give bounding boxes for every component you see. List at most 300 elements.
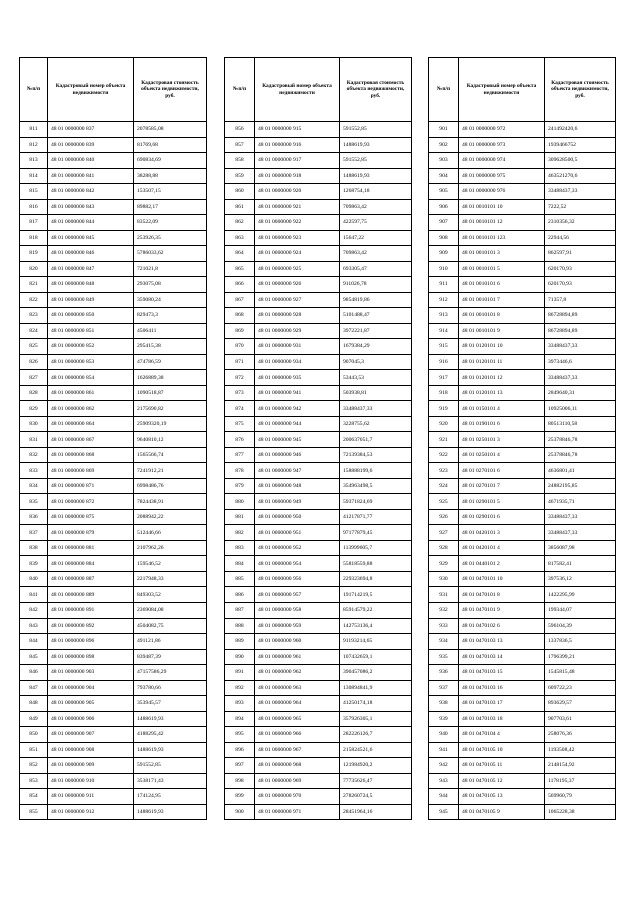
cadastral-cost: 3972221,87 bbox=[340, 323, 412, 339]
table-row bbox=[225, 199, 412, 215]
table-row bbox=[225, 494, 412, 510]
cadastral-cost: 89882,17 bbox=[134, 199, 207, 215]
cadastral-number: 48 01 0000000 869 bbox=[48, 463, 134, 479]
table-row bbox=[20, 137, 207, 153]
cadastral-number: 48 01 0000000 912 bbox=[48, 804, 134, 820]
table-row bbox=[20, 323, 207, 339]
table-row bbox=[225, 385, 412, 401]
table-row bbox=[20, 556, 207, 572]
row-number: 869 bbox=[225, 323, 255, 339]
row-number: 831 bbox=[20, 432, 48, 448]
row-number: 910 bbox=[429, 261, 459, 277]
cadastral-number: 48 01 0290101 6 bbox=[459, 509, 545, 525]
cadastral-cost: 911026,78 bbox=[340, 277, 412, 293]
table-row bbox=[225, 711, 412, 727]
cadastral-cost: 3538171,43 bbox=[134, 773, 207, 789]
row-number: 912 bbox=[429, 292, 459, 308]
table-row bbox=[429, 385, 616, 401]
cadastral-cost: 9854819,86 bbox=[340, 292, 412, 308]
cadastral-cost: 4671935,71 bbox=[545, 494, 616, 510]
cadastral-number: 48 01 0000000 868 bbox=[48, 447, 134, 463]
row-number: 917 bbox=[429, 370, 459, 386]
cadastral-cost: 83522,09 bbox=[134, 215, 207, 231]
cadastral-cost: 142753136,4 bbox=[340, 618, 412, 634]
header-cadastral-number: Кадастровый номер объекта недвижимости bbox=[459, 58, 545, 122]
cadastral-number: 48 01 0000000 962 bbox=[255, 665, 340, 681]
row-number: 824 bbox=[20, 323, 48, 339]
table-row bbox=[20, 509, 207, 525]
cadastral-cost: 215824521,6 bbox=[340, 742, 412, 758]
cadastral-number: 48 01 0010101 3 bbox=[459, 246, 545, 262]
row-number: 890 bbox=[225, 649, 255, 665]
table-row bbox=[429, 416, 616, 432]
table-header-row bbox=[20, 58, 207, 122]
cadastral-cost: 77735626,47 bbox=[340, 773, 412, 789]
table-row bbox=[429, 323, 616, 339]
table-row bbox=[20, 199, 207, 215]
cadastral-number: 48 01 0250101 3 bbox=[459, 432, 545, 448]
table-row bbox=[429, 571, 616, 587]
row-number: 930 bbox=[429, 571, 459, 587]
row-number: 849 bbox=[20, 711, 48, 727]
cadastral-cost: 6998486,76 bbox=[134, 478, 207, 494]
table-row bbox=[20, 649, 207, 665]
row-number: 879 bbox=[225, 478, 255, 494]
row-number: 864 bbox=[225, 246, 255, 262]
table-row bbox=[225, 540, 412, 556]
table-row bbox=[20, 571, 207, 587]
row-number: 822 bbox=[20, 292, 48, 308]
table-row bbox=[225, 618, 412, 634]
cadastral-cost: 709863,42 bbox=[340, 246, 412, 262]
cadastral-number: 48 01 0000000 957 bbox=[255, 587, 340, 603]
table-row bbox=[225, 184, 412, 200]
cadastral-cost: 2849640,31 bbox=[545, 385, 616, 401]
table-row bbox=[429, 556, 616, 572]
cadastral-cost: 1626889,38 bbox=[134, 370, 207, 386]
cadastral-number: 48 01 0000000 896 bbox=[48, 634, 134, 650]
cadastral-number: 48 01 0000000 926 bbox=[255, 277, 340, 293]
cadastral-number: 48 01 0000000 911 bbox=[48, 789, 134, 805]
cadastral-cost: 41250174,18 bbox=[340, 696, 412, 712]
cadastral-number: 48 01 0000000 925 bbox=[255, 261, 340, 277]
row-number: 907 bbox=[429, 215, 459, 231]
table-row bbox=[225, 634, 412, 650]
cadastral-number: 48 01 0000000 852 bbox=[48, 339, 134, 355]
cadastral-number: 48 01 0010101 9 bbox=[459, 323, 545, 339]
row-number: 876 bbox=[225, 432, 255, 448]
cadastral-cost: 91193214,65 bbox=[340, 634, 412, 650]
table-row bbox=[429, 370, 616, 386]
table-row bbox=[429, 696, 616, 712]
header-cadastral-number: Кадастровый номер объекта недвижимости bbox=[255, 58, 340, 122]
cadastral-cost: 1565566,74 bbox=[134, 447, 207, 463]
cadastral-cost: 53443,53 bbox=[340, 370, 412, 386]
cadastral-number: 48 01 0000000 948 bbox=[255, 478, 340, 494]
cadastral-number: 48 01 0120101 10 bbox=[459, 339, 545, 355]
cadastral-number: 48 01 0000000 871 bbox=[48, 478, 134, 494]
cadastral-number: 48 01 0000000 971 bbox=[255, 804, 340, 820]
table-row bbox=[225, 339, 412, 355]
table-row bbox=[225, 478, 412, 494]
table-row bbox=[429, 804, 616, 820]
cadastral-cost: 86728894,89 bbox=[545, 308, 616, 324]
row-number: 889 bbox=[225, 634, 255, 650]
cadastral-number: 48 01 0000000 840 bbox=[48, 153, 134, 169]
cadastral-cost: 15647,22 bbox=[340, 230, 412, 246]
cadastral-number: 48 01 0000000 864 bbox=[48, 416, 134, 432]
row-number: 932 bbox=[429, 602, 459, 618]
cadastral-cost: 1178195,37 bbox=[545, 773, 616, 789]
cadastral-number: 48 01 0000000 891 bbox=[48, 602, 134, 618]
cadastral-cost: 81769,68 bbox=[134, 137, 207, 153]
cadastral-number: 48 01 0000000 950 bbox=[255, 509, 340, 525]
table-row bbox=[225, 447, 412, 463]
row-number: 875 bbox=[225, 416, 255, 432]
cadastral-number: 48 01 0470105 9 bbox=[459, 804, 545, 820]
table-row bbox=[429, 789, 616, 805]
cadastral-number: 48 01 0010101 6 bbox=[459, 277, 545, 293]
table-row bbox=[20, 665, 207, 681]
table-row bbox=[225, 215, 412, 231]
row-number: 908 bbox=[429, 230, 459, 246]
cadastral-cost: 839487,39 bbox=[134, 649, 207, 665]
cadastral-cost: 353945,57 bbox=[134, 696, 207, 712]
cadastral-cost: 503938,81 bbox=[340, 385, 412, 401]
cadastral-number: 48 01 0000000 867 bbox=[48, 432, 134, 448]
cadastral-cost: 354963498,5 bbox=[340, 478, 412, 494]
cadastral-cost: 1488619,93 bbox=[134, 804, 207, 820]
cadastral-number: 48 01 0000000 923 bbox=[255, 230, 340, 246]
table-row bbox=[20, 261, 207, 277]
row-number: 816 bbox=[20, 199, 48, 215]
row-number: 818 bbox=[20, 230, 48, 246]
cadastral-number: 48 01 0000000 967 bbox=[255, 742, 340, 758]
row-number: 914 bbox=[429, 323, 459, 339]
cadastral-cost: 85914579,22 bbox=[340, 602, 412, 618]
table-row bbox=[20, 711, 207, 727]
row-number: 827 bbox=[20, 370, 48, 386]
cadastral-number: 48 01 0000000 966 bbox=[255, 727, 340, 743]
cadastral-cost: 10925006,11 bbox=[545, 401, 616, 417]
cadastral-number: 48 01 0000000 892 bbox=[48, 618, 134, 634]
row-number: 870 bbox=[225, 339, 255, 355]
row-number: 940 bbox=[429, 727, 459, 743]
row-number: 904 bbox=[429, 168, 459, 184]
table-row bbox=[20, 602, 207, 618]
row-number: 843 bbox=[20, 618, 48, 634]
cadastral-cost: 153507,15 bbox=[134, 184, 207, 200]
table-row bbox=[20, 385, 207, 401]
cadastral-number: 48 01 0000000 973 bbox=[459, 137, 545, 153]
table-row bbox=[20, 525, 207, 541]
row-number: 854 bbox=[20, 789, 48, 805]
cadastral-number: 48 01 0000000 969 bbox=[255, 773, 340, 789]
cadastral-cost: 121984920,2 bbox=[340, 758, 412, 774]
row-number: 842 bbox=[20, 602, 48, 618]
cadastral-cost: 1268754,18 bbox=[340, 184, 412, 200]
cadastral-cost: 25378846,78 bbox=[545, 432, 616, 448]
row-number: 893 bbox=[225, 696, 255, 712]
row-number: 814 bbox=[20, 168, 48, 184]
table-row bbox=[20, 292, 207, 308]
table-header-row bbox=[225, 58, 412, 122]
cadastral-cost: 5101488,47 bbox=[340, 308, 412, 324]
cadastral-number: 48 01 0000000 853 bbox=[48, 354, 134, 370]
cadastral-number: 48 01 0000000 904 bbox=[48, 680, 134, 696]
row-number: 887 bbox=[225, 602, 255, 618]
row-number: 865 bbox=[225, 261, 255, 277]
row-number: 848 bbox=[20, 696, 48, 712]
row-number: 828 bbox=[20, 385, 48, 401]
row-number: 857 bbox=[225, 137, 255, 153]
table-row bbox=[225, 354, 412, 370]
cadastral-cost: 1090518,87 bbox=[134, 385, 207, 401]
table-row bbox=[20, 680, 207, 696]
row-number: 906 bbox=[429, 199, 459, 215]
row-number: 899 bbox=[225, 789, 255, 805]
row-number: 883 bbox=[225, 540, 255, 556]
cadastral-cost: 97177879,45 bbox=[340, 525, 412, 541]
table-row bbox=[429, 525, 616, 541]
row-number: 812 bbox=[20, 137, 48, 153]
row-number: 923 bbox=[429, 463, 459, 479]
row-number: 926 bbox=[429, 509, 459, 525]
cadastral-number: 48 01 0000000 847 bbox=[48, 261, 134, 277]
table-row bbox=[20, 432, 207, 448]
table-row bbox=[429, 711, 616, 727]
row-number: 873 bbox=[225, 385, 255, 401]
cadastral-cost: 620170,93 bbox=[545, 261, 616, 277]
cadastral-number: 48 01 0000000 906 bbox=[48, 711, 134, 727]
table-row bbox=[225, 432, 412, 448]
cadastral-cost: 71357,8 bbox=[545, 292, 616, 308]
row-number: 939 bbox=[429, 711, 459, 727]
cadastral-cost: 278260724,5 bbox=[340, 789, 412, 805]
row-number: 815 bbox=[20, 184, 48, 200]
table-row bbox=[429, 494, 616, 510]
row-number: 880 bbox=[225, 494, 255, 510]
row-number: 826 bbox=[20, 354, 48, 370]
cadastral-cost: 130894841,9 bbox=[340, 680, 412, 696]
row-number: 925 bbox=[429, 494, 459, 510]
cadastral-cost: 80513110,58 bbox=[545, 416, 616, 432]
table-row bbox=[225, 680, 412, 696]
table-row bbox=[225, 277, 412, 293]
cadastral-cost: 1488619,93 bbox=[340, 168, 412, 184]
row-number: 918 bbox=[429, 385, 459, 401]
table-row bbox=[20, 277, 207, 293]
cadastral-number: 48 01 0000000 881 bbox=[48, 540, 134, 556]
row-number: 861 bbox=[225, 199, 255, 215]
table-row bbox=[429, 602, 616, 618]
cadastral-cost: 721021,8 bbox=[134, 261, 207, 277]
cadastral-cost: 862597,91 bbox=[545, 246, 616, 262]
row-number: 924 bbox=[429, 478, 459, 494]
row-number: 866 bbox=[225, 277, 255, 293]
cadastral-table-3 bbox=[428, 57, 616, 820]
cadastral-number: 48 01 0120101 13 bbox=[459, 385, 545, 401]
cadastral-number: 48 01 0000000 959 bbox=[255, 618, 340, 634]
header-cadastral-cost: Кадастровая стоимость объекта недвижимости, руб. bbox=[134, 58, 207, 122]
cadastral-number: 48 01 0470103 17 bbox=[459, 696, 545, 712]
table-row bbox=[20, 416, 207, 432]
cadastral-number: 48 01 0000000 918 bbox=[255, 168, 340, 184]
table-row bbox=[429, 587, 616, 603]
cadastral-number: 48 01 0000000 846 bbox=[48, 246, 134, 262]
row-number: 829 bbox=[20, 401, 48, 417]
table-row bbox=[20, 168, 207, 184]
table-row bbox=[225, 758, 412, 774]
cadastral-number: 48 01 0010101 12 bbox=[459, 215, 545, 231]
table-row bbox=[429, 168, 616, 184]
row-number: 909 bbox=[429, 246, 459, 262]
row-number: 856 bbox=[225, 122, 255, 138]
cadastral-number: 48 01 0000000 908 bbox=[48, 742, 134, 758]
table-row bbox=[429, 215, 616, 231]
cadastral-number: 48 01 0470101 10 bbox=[459, 571, 545, 587]
cadastral-cost: 293075,08 bbox=[134, 277, 207, 293]
table-row bbox=[429, 308, 616, 324]
row-number: 938 bbox=[429, 696, 459, 712]
row-number: 877 bbox=[225, 447, 255, 463]
table-row bbox=[429, 277, 616, 293]
table-row bbox=[429, 230, 616, 246]
cadastral-number: 48 01 0000000 976 bbox=[459, 184, 545, 200]
cadastral-number: 48 01 0000000 927 bbox=[255, 292, 340, 308]
row-number: 838 bbox=[20, 540, 48, 556]
table-row bbox=[225, 773, 412, 789]
cadastral-number: 48 01 0000000 848 bbox=[48, 277, 134, 293]
cadastral-cost: 849303,52 bbox=[134, 587, 207, 603]
row-number: 851 bbox=[20, 742, 48, 758]
table-row bbox=[429, 478, 616, 494]
cadastral-number: 48 01 0470102 6 bbox=[459, 618, 545, 634]
table-row bbox=[20, 540, 207, 556]
cadastral-cost: 591552,85 bbox=[134, 758, 207, 774]
table-row bbox=[20, 478, 207, 494]
row-number: 878 bbox=[225, 463, 255, 479]
cadastral-cost: 5786033,62 bbox=[134, 246, 207, 262]
table-body bbox=[225, 122, 412, 820]
cadastral-number: 48 01 0010101 10 bbox=[459, 199, 545, 215]
row-number: 836 bbox=[20, 509, 48, 525]
cadastral-cost: 1939466752 bbox=[545, 137, 616, 153]
cadastral-cost: 397536,12 bbox=[545, 571, 616, 587]
cadastral-number: 48 01 0120101 12 bbox=[459, 370, 545, 386]
cadastral-cost: 591552,85 bbox=[340, 153, 412, 169]
table-row bbox=[20, 804, 207, 820]
cadastral-number: 48 01 0000000 845 bbox=[48, 230, 134, 246]
table-row bbox=[225, 587, 412, 603]
row-number: 885 bbox=[225, 571, 255, 587]
table-row bbox=[225, 649, 412, 665]
cadastral-number: 48 01 0000000 945 bbox=[255, 432, 340, 448]
cadastral-cost: 295415,38 bbox=[134, 339, 207, 355]
row-number: 891 bbox=[225, 665, 255, 681]
cadastral-number: 48 01 0010101 5 bbox=[459, 261, 545, 277]
row-number: 846 bbox=[20, 665, 48, 681]
cadastral-cost: 1545815,48 bbox=[545, 665, 616, 681]
row-number: 915 bbox=[429, 339, 459, 355]
cadastral-cost: 107432659,1 bbox=[340, 649, 412, 665]
cadastral-cost: 24882195,85 bbox=[545, 478, 616, 494]
cadastral-cost: 609722,23 bbox=[545, 680, 616, 696]
table-row bbox=[429, 137, 616, 153]
table-row bbox=[225, 168, 412, 184]
cadastral-number: 48 01 0470103 14 bbox=[459, 649, 545, 665]
row-number: 882 bbox=[225, 525, 255, 541]
cadastral-cost: 3856087,98 bbox=[545, 540, 616, 556]
row-number: 833 bbox=[20, 463, 48, 479]
row-number: 839 bbox=[20, 556, 48, 572]
cadastral-number: 48 01 0000000 928 bbox=[255, 308, 340, 324]
cadastral-cost: 1488619,93 bbox=[340, 137, 412, 153]
table-row bbox=[20, 230, 207, 246]
row-number: 886 bbox=[225, 587, 255, 603]
cadastral-number: 48 01 0470104 4 bbox=[459, 727, 545, 743]
table-row bbox=[429, 540, 616, 556]
cadastral-number: 48 01 0000000 935 bbox=[255, 370, 340, 386]
table-row bbox=[429, 509, 616, 525]
row-number: 859 bbox=[225, 168, 255, 184]
table-row bbox=[20, 354, 207, 370]
table-row bbox=[20, 494, 207, 510]
cadastral-number: 48 01 0470101 8 bbox=[459, 587, 545, 603]
row-number: 902 bbox=[429, 137, 459, 153]
table-row bbox=[225, 370, 412, 386]
header-cadastral-number: Кадастровый номер объекта недвижимости bbox=[48, 58, 134, 122]
table-row bbox=[225, 571, 412, 587]
table-row bbox=[20, 727, 207, 743]
cadastral-number: 48 01 0000000 917 bbox=[255, 153, 340, 169]
row-number: 937 bbox=[429, 680, 459, 696]
table-row bbox=[429, 354, 616, 370]
cadastral-number: 48 01 0150101 4 bbox=[459, 401, 545, 417]
row-number: 830 bbox=[20, 416, 48, 432]
table-row bbox=[20, 246, 207, 262]
row-number: 905 bbox=[429, 184, 459, 200]
row-number: 835 bbox=[20, 494, 48, 510]
row-number: 853 bbox=[20, 773, 48, 789]
cadastral-number: 48 01 0000000 854 bbox=[48, 370, 134, 386]
cadastral-cost: 2078585,08 bbox=[134, 122, 207, 138]
row-number: 868 bbox=[225, 308, 255, 324]
row-number: 840 bbox=[20, 571, 48, 587]
table-row bbox=[225, 292, 412, 308]
cadastral-number: 48 01 0000000 946 bbox=[255, 447, 340, 463]
cadastral-cost: 47157586,29 bbox=[134, 665, 207, 681]
cadastral-cost: 422597,75 bbox=[340, 215, 412, 231]
row-number: 913 bbox=[429, 308, 459, 324]
table-row bbox=[429, 727, 616, 743]
row-number: 895 bbox=[225, 727, 255, 743]
cadastral-number: 48 01 0000000 968 bbox=[255, 758, 340, 774]
cadastral-number: 48 01 0000000 905 bbox=[48, 696, 134, 712]
cadastral-cost: 199344,07 bbox=[545, 602, 616, 618]
table-row bbox=[20, 789, 207, 805]
cadastral-number: 48 01 0000000 931 bbox=[255, 339, 340, 355]
cadastral-number: 48 01 0000000 915 bbox=[255, 122, 340, 138]
cadastral-cost: 907703,61 bbox=[545, 711, 616, 727]
cadastral-cost: 9640810,12 bbox=[134, 432, 207, 448]
cadastral-cost: 2107962,26 bbox=[134, 540, 207, 556]
cadastral-cost: 200637051,7 bbox=[340, 432, 412, 448]
row-number: 944 bbox=[429, 789, 459, 805]
cadastral-cost: 893629,57 bbox=[545, 696, 616, 712]
cadastral-cost: 4188295,42 bbox=[134, 727, 207, 743]
row-number: 911 bbox=[429, 277, 459, 293]
